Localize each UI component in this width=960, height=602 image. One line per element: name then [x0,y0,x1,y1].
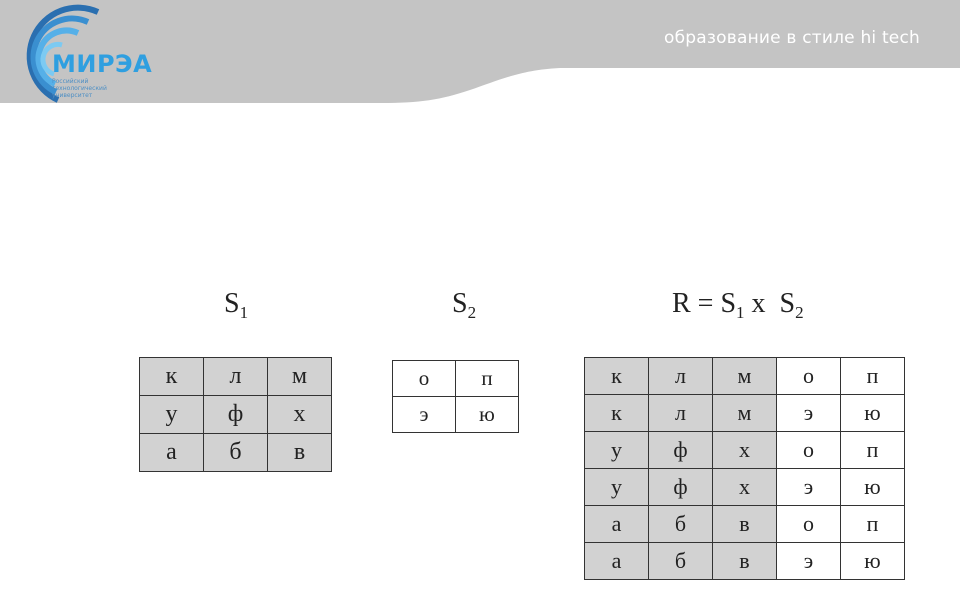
table-cell: ф [204,396,268,434]
table-cell: о [393,361,456,397]
table-cell: б [649,543,713,580]
table-row [140,396,332,434]
table-row [585,543,905,580]
r-caption [672,288,804,323]
logo-wordmark: МИРЭА [52,50,153,78]
table-cell: л [649,358,713,395]
table-cell: п [841,432,905,469]
s1-table [139,357,332,472]
table-cell: э [393,397,456,433]
table-cell: у [140,396,204,434]
table-cell: б [649,506,713,543]
table-row [585,358,905,395]
table-cell: о [777,358,841,395]
s2-caption [452,288,476,323]
table-cell: х [713,469,777,506]
table-cell: л [649,395,713,432]
table-cell: х [713,432,777,469]
mirea-logo [0,0,170,105]
table-cell: э [777,469,841,506]
table-cell: м [713,395,777,432]
table-cell: в [713,506,777,543]
table-row [393,397,519,433]
table-cell: ю [841,543,905,580]
table-cell: а [585,506,649,543]
table-cell: о [777,432,841,469]
table-cell: ю [841,395,905,432]
r-caption-sub2: 2 [795,303,804,322]
table-cell: у [585,469,649,506]
r-caption-part1: R = S [672,288,737,319]
table-cell: х [268,396,332,434]
table-cell: б [204,434,268,472]
table-cell: э [777,395,841,432]
table-cell: о [777,506,841,543]
logo-subtitle: Российский технологический университет [52,78,107,99]
table-cell: п [456,361,519,397]
table-row [140,434,332,472]
table-cell: к [140,358,204,396]
s1-caption [224,288,248,323]
table-row [585,395,905,432]
table-cell: ф [649,432,713,469]
r-caption-part2: x S [744,288,796,319]
table-cell: э [777,543,841,580]
table-cell: ю [456,397,519,433]
s2-caption-sub: 2 [467,303,477,322]
table-cell: м [713,358,777,395]
s2-table [392,360,519,433]
table-row [140,358,332,396]
r-caption-sub1: 1 [736,303,745,322]
s1-caption-base: S [224,288,240,319]
table-cell: в [713,543,777,580]
table-cell: к [585,358,649,395]
table-cell: ф [649,469,713,506]
r-table [584,357,905,580]
table-cell: в [268,434,332,472]
s2-caption-base: S [452,288,468,319]
table-cell: п [841,506,905,543]
table-cell: ю [841,469,905,506]
table-row [585,506,905,543]
table-cell: п [841,358,905,395]
table-cell: а [585,543,649,580]
table-cell: к [585,395,649,432]
s1-caption-sub: 1 [239,303,249,322]
table-cell: у [585,432,649,469]
header-tagline: образование в стиле hi tech [664,28,920,48]
table-row [393,361,519,397]
table-cell: л [204,358,268,396]
table-row [585,469,905,506]
table-cell: м [268,358,332,396]
table-row [585,432,905,469]
table-cell: а [140,434,204,472]
header-band [0,0,960,105]
